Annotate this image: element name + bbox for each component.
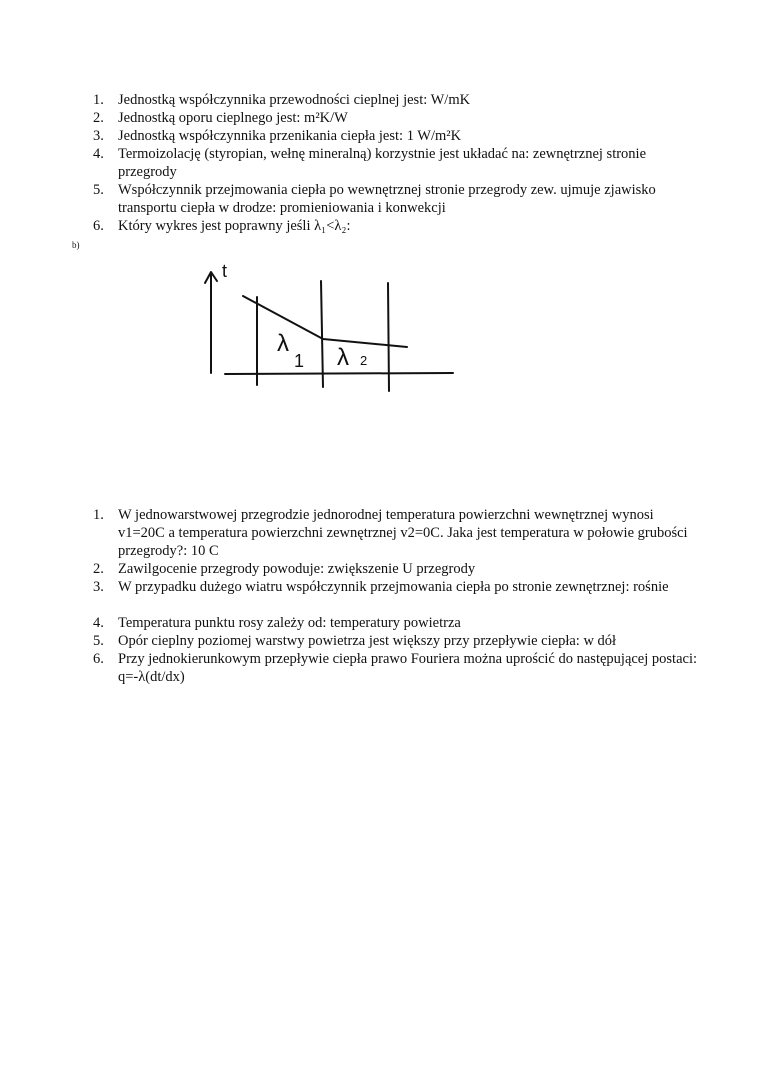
item-number: 2. xyxy=(93,561,104,577)
item-text: Przy jednokierunkowym przepływie ciepła prawo Fouriera można uprościć do następującej postaci: q=-λ(dt/dx) xyxy=(118,651,698,685)
layer1-label: λ xyxy=(277,330,289,357)
item-number: 1. xyxy=(93,507,104,523)
layer2-label: λ xyxy=(337,344,349,371)
item-number: 5. xyxy=(93,633,104,649)
question-list-b xyxy=(0,506,700,686)
item-number: 4. xyxy=(93,615,104,631)
boundary-line xyxy=(321,281,323,387)
item-number: 3. xyxy=(93,579,104,595)
item-text: W przypadku dużego wiatru współczynnik przejmowania ciepła po stronie zewnętrznej: rośnie xyxy=(118,579,669,595)
item-number: 2. xyxy=(93,110,104,126)
axis-label: t xyxy=(222,261,228,281)
list-item xyxy=(0,560,700,578)
item-text: Temperatura punktu rosy zależy od: temperatury powietrza xyxy=(118,615,461,631)
list-item xyxy=(0,632,700,650)
list-item xyxy=(0,506,700,560)
item-text: Zawilgocenie przegrody powoduje: zwiększenie U przegrody xyxy=(118,561,476,577)
list-item xyxy=(0,614,700,632)
item-text: Jednostką współczynnika przewodności cieplnej jest: W/mK xyxy=(118,92,471,108)
item-text: Jednostką współczynnika przenikania ciepła jest: 1 W/m²K xyxy=(118,128,462,144)
item-text: Jednostką oporu cieplnego jest: m²K/W xyxy=(118,110,348,126)
layer1-subscript: 1 xyxy=(294,351,305,371)
list-item xyxy=(0,109,700,127)
list-item xyxy=(0,127,700,145)
item-text: W jednowarstwowej przegrodzie jednorodnej temperatura powierzchni wewnętrznej wynosi v1=20C a temperatura powierzchni zewnętrznej v2=0C. Jaka jest temperatura w połowie grubości przegrody?: 10 C xyxy=(118,507,688,559)
list-item xyxy=(0,217,700,235)
list-item xyxy=(0,181,700,217)
baseline xyxy=(225,373,453,374)
list-item xyxy=(0,91,700,109)
item-number: 6. xyxy=(93,651,104,667)
item-number: 5. xyxy=(93,182,104,198)
list-item xyxy=(0,145,700,181)
item-text: Który wykres jest poprawny jeśli λ₁<λ₂: xyxy=(118,218,351,234)
item-text: Opór cieplny poziomej warstwy powietrza jest większy przy przepływie ciepła: w dół xyxy=(118,633,617,649)
item-number: 6. xyxy=(93,218,104,234)
question-list-a xyxy=(0,91,700,235)
list-item xyxy=(0,650,700,686)
boundary-line xyxy=(388,283,389,391)
item-number: 1. xyxy=(93,92,104,108)
answer-label: b) xyxy=(72,240,80,250)
item-text: Termoizolację (styropian, wełnę mineralną) korzystnie jest układać na: zewnętrznej stronie przegrody xyxy=(118,146,647,180)
item-number: 3. xyxy=(93,128,104,144)
temperature-line xyxy=(243,296,407,347)
item-text: Współczynnik przejmowania ciepła po wewnętrznej stronie przegrody zew. ujmuje zjawisko transportu ciepła w drodze: promieniowania i konwekcji xyxy=(118,182,656,216)
item-number: 4. xyxy=(93,146,104,162)
temperature-profile-sketch xyxy=(195,255,465,395)
layer2-subscript: 2 xyxy=(360,353,368,368)
list-item xyxy=(0,578,700,596)
